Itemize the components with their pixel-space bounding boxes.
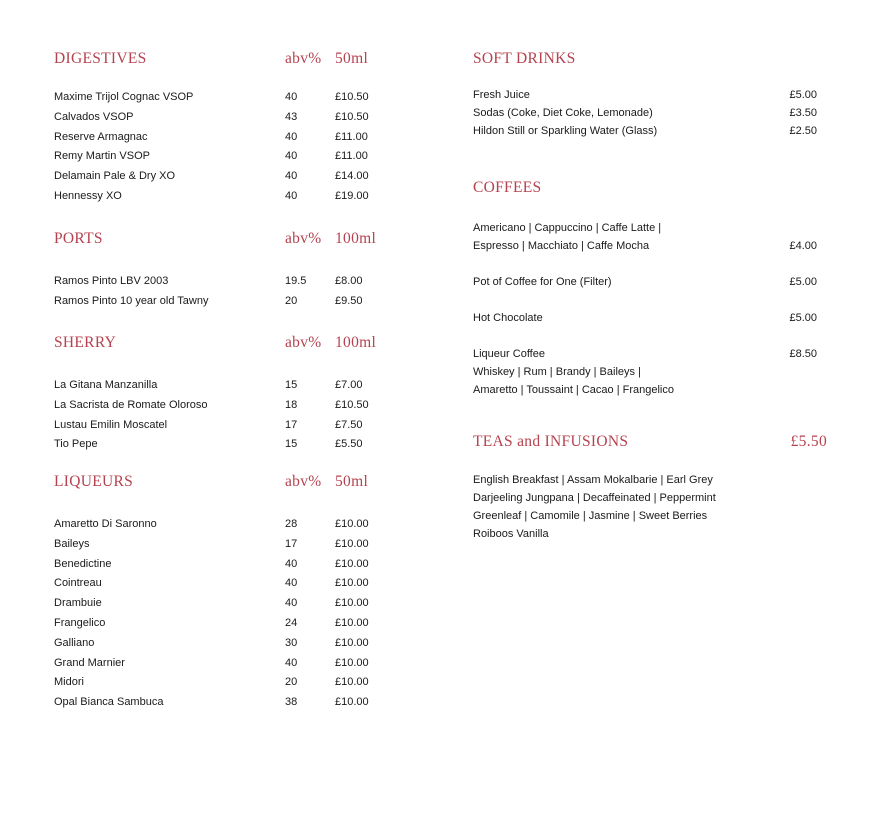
abv-heading: abv%: [285, 334, 322, 351]
item-name: Lustau Emilin Moscatel: [54, 418, 168, 431]
item-name: Delamain Pale & Dry XO: [54, 170, 176, 183]
abv-heading: abv%: [285, 473, 322, 490]
item-name: Grand Marnier: [54, 656, 125, 669]
item-abv: 28: [285, 518, 298, 530]
list-item: [54, 656, 384, 676]
coffee-line: Espresso | Macchiato | Caffe Mocha: [473, 240, 650, 252]
list-item: [54, 616, 384, 636]
list-item: [54, 294, 384, 314]
item-name: Maxime Trijol Cognac VSOP: [54, 91, 194, 103]
item-name: Tio Pepe: [54, 438, 98, 451]
section-title: COFFEES: [473, 179, 542, 196]
item-price: £2.50: [789, 125, 817, 137]
item-abv: 40: [285, 577, 298, 590]
list-item: [54, 418, 384, 438]
item-name: Opal Bianca Sambuca: [54, 696, 164, 709]
coffee-line: Pot of Coffee for One (Filter): [473, 276, 612, 288]
item-price: £10.50: [335, 398, 369, 411]
digestives-section: [54, 50, 384, 202]
item-name: Remy Martin VSOP: [54, 150, 150, 163]
list-item: [54, 398, 384, 418]
item-price: £10.00: [335, 676, 369, 689]
coffees-header: [473, 179, 833, 199]
item-abv: 40: [285, 130, 298, 143]
item-price: £10.50: [335, 110, 369, 123]
item-abv: 40: [285, 91, 298, 103]
tea-line: Greenleaf | Camomile | Jasmine | Sweet Berries: [473, 510, 708, 522]
item-abv: 43: [285, 110, 298, 123]
list-item: [54, 437, 384, 457]
teas-header: [473, 433, 833, 453]
list-item: [473, 124, 833, 142]
item-price: £10.00: [335, 577, 369, 590]
item-price: £9.50: [335, 294, 363, 307]
item-abv: 24: [285, 616, 298, 629]
coffee-group-filter: [473, 273, 833, 291]
item-abv: 17: [285, 537, 298, 550]
list-item: [473, 88, 833, 106]
list-item: [54, 517, 384, 537]
digestives-header: [54, 50, 384, 70]
item-name: Calvados VSOP: [54, 110, 134, 123]
item-price: £7.00: [335, 379, 363, 391]
list-item: [54, 130, 384, 150]
item-abv: 40: [285, 557, 298, 570]
item-abv: 19.5: [285, 275, 307, 287]
item-price: £10.00: [335, 597, 369, 610]
item-abv: 17: [285, 418, 298, 431]
list-item: [54, 695, 384, 715]
liqueurs-list: [54, 517, 384, 715]
coffee-group-espresso-drinks: [473, 219, 833, 255]
item-abv: 20: [285, 676, 298, 689]
item-name: Sodas (Coke, Diet Coke, Lemonade): [473, 107, 653, 119]
item-name: Galliano: [54, 636, 95, 649]
item-price: £10.00: [335, 656, 369, 669]
item-name: Benedictine: [54, 557, 112, 570]
list-item: [54, 596, 384, 616]
soft-drinks-section: [473, 50, 833, 137]
item-price: £11.00: [335, 150, 368, 163]
section-title: DIGESTIVES: [54, 50, 147, 67]
item-name: La Gitana Manzanilla: [54, 379, 158, 391]
item-abv: 40: [285, 170, 298, 183]
item-price: £3.50: [789, 107, 817, 119]
item-abv: 40: [285, 597, 298, 610]
digestives-list: [54, 90, 384, 209]
soft-drinks-header: [473, 50, 833, 70]
soft-drinks-list: [473, 88, 833, 142]
item-name: Reserve Armagnac: [54, 130, 148, 143]
abv-heading: abv%: [285, 230, 322, 247]
item-price: £10.00: [335, 518, 369, 530]
section-title: TEAS and INFUSIONS: [473, 433, 629, 450]
liqueurs-section: [54, 473, 384, 709]
sherry-header: [54, 334, 384, 354]
item-name: La Sacrista de Romate Oloroso: [54, 398, 208, 411]
coffee-line: Amaretto | Toussaint | Cacao | Frangelico: [473, 384, 674, 396]
list-item: [473, 106, 833, 124]
item-price: £10.00: [335, 557, 369, 570]
list-item: [54, 149, 384, 169]
item-name: Frangelico: [54, 616, 106, 629]
liqueurs-header: [54, 473, 384, 493]
item-price: £10.00: [335, 616, 369, 629]
item-abv: 38: [285, 696, 298, 709]
coffee-line: Americano | Cappuccino | Caffe Latte |: [473, 222, 662, 234]
volume-heading: 50ml: [335, 50, 369, 67]
item-price: £11.00: [335, 130, 368, 143]
item-name: Cointreau: [54, 577, 102, 590]
list-item: [54, 675, 384, 695]
section-title: SOFT DRINKS: [473, 50, 576, 67]
coffee-line: Hot Chocolate: [473, 312, 543, 324]
item-price: £5.00: [789, 89, 817, 101]
item-abv: 40: [285, 150, 298, 163]
volume-heading: 100ml: [335, 334, 377, 351]
coffee-group-hot-chocolate: [473, 309, 833, 327]
section-title: PORTS: [54, 230, 103, 247]
ports-list: [54, 274, 384, 314]
item-name: Ramos Pinto LBV 2003: [54, 275, 169, 287]
item-price: £14.00: [335, 170, 369, 183]
item-price: £7.50: [335, 418, 363, 431]
coffee-line: Liqueur Coffee: [473, 348, 545, 360]
teas-list: [473, 471, 833, 543]
list-item: [54, 537, 384, 557]
sherry-section: [54, 334, 384, 451]
item-abv: 18: [285, 398, 298, 411]
item-abv: 30: [285, 636, 298, 649]
list-item: [54, 274, 384, 294]
list-item: [54, 110, 384, 130]
list-item: [54, 90, 384, 110]
item-price: £10.00: [335, 537, 369, 550]
volume-heading: 50ml: [335, 473, 369, 490]
coffee-line: Whiskey | Rum | Brandy | Baileys |: [473, 366, 641, 378]
item-abv: 15: [285, 438, 298, 451]
item-name: Drambuie: [54, 597, 102, 610]
item-name: Hildon Still or Sparkling Water (Glass): [473, 125, 658, 137]
item-name: Amaretto Di Saronno: [54, 518, 157, 530]
sherry-list: [54, 378, 384, 457]
coffee-price: £5.00: [789, 276, 817, 288]
item-price: £10.00: [335, 636, 369, 649]
item-abv: 15: [285, 379, 298, 391]
tea-line: Roiboos Vanilla: [473, 528, 549, 540]
item-name: Ramos Pinto 10 year old Tawny: [54, 294, 209, 307]
coffee-price: £8.50: [789, 348, 817, 360]
item-abv: 20: [285, 294, 298, 307]
item-abv: 40: [285, 189, 298, 202]
item-price: £10.50: [335, 91, 369, 103]
tea-line: Darjeeling Jungpana | Decaffeinated | Peppermint: [473, 492, 716, 504]
ports-header: [54, 230, 384, 250]
item-name: Fresh Juice: [473, 89, 530, 101]
item-price: £8.00: [335, 275, 363, 287]
tea-line: English Breakfast | Assam Mokalbarie | Earl Grey: [473, 474, 713, 486]
section-title: SHERRY: [54, 334, 117, 351]
item-name: Hennessy XO: [54, 189, 122, 202]
coffee-price: £4.00: [789, 240, 817, 252]
abv-heading: abv%: [285, 50, 322, 67]
coffee-group-liqueur-coffee: [473, 345, 833, 399]
list-item: [54, 576, 384, 596]
volume-heading: 100ml: [335, 230, 377, 247]
item-price: £19.00: [335, 189, 369, 202]
item-price: £5.50: [335, 438, 363, 451]
item-name: Midori: [54, 676, 84, 689]
list-item: [54, 378, 384, 398]
teas-section: [473, 433, 833, 540]
section-title: LIQUEURS: [54, 473, 134, 490]
list-item: [54, 189, 384, 209]
list-item: [54, 169, 384, 189]
coffees-section: [473, 179, 833, 396]
list-item: [54, 636, 384, 656]
list-item: [54, 557, 384, 577]
item-abv: 40: [285, 656, 298, 669]
teas-price: £5.50: [790, 433, 827, 450]
coffee-price: £5.00: [789, 312, 817, 324]
item-name: Baileys: [54, 537, 90, 550]
item-price: £10.00: [335, 696, 369, 709]
ports-section: [54, 230, 384, 307]
